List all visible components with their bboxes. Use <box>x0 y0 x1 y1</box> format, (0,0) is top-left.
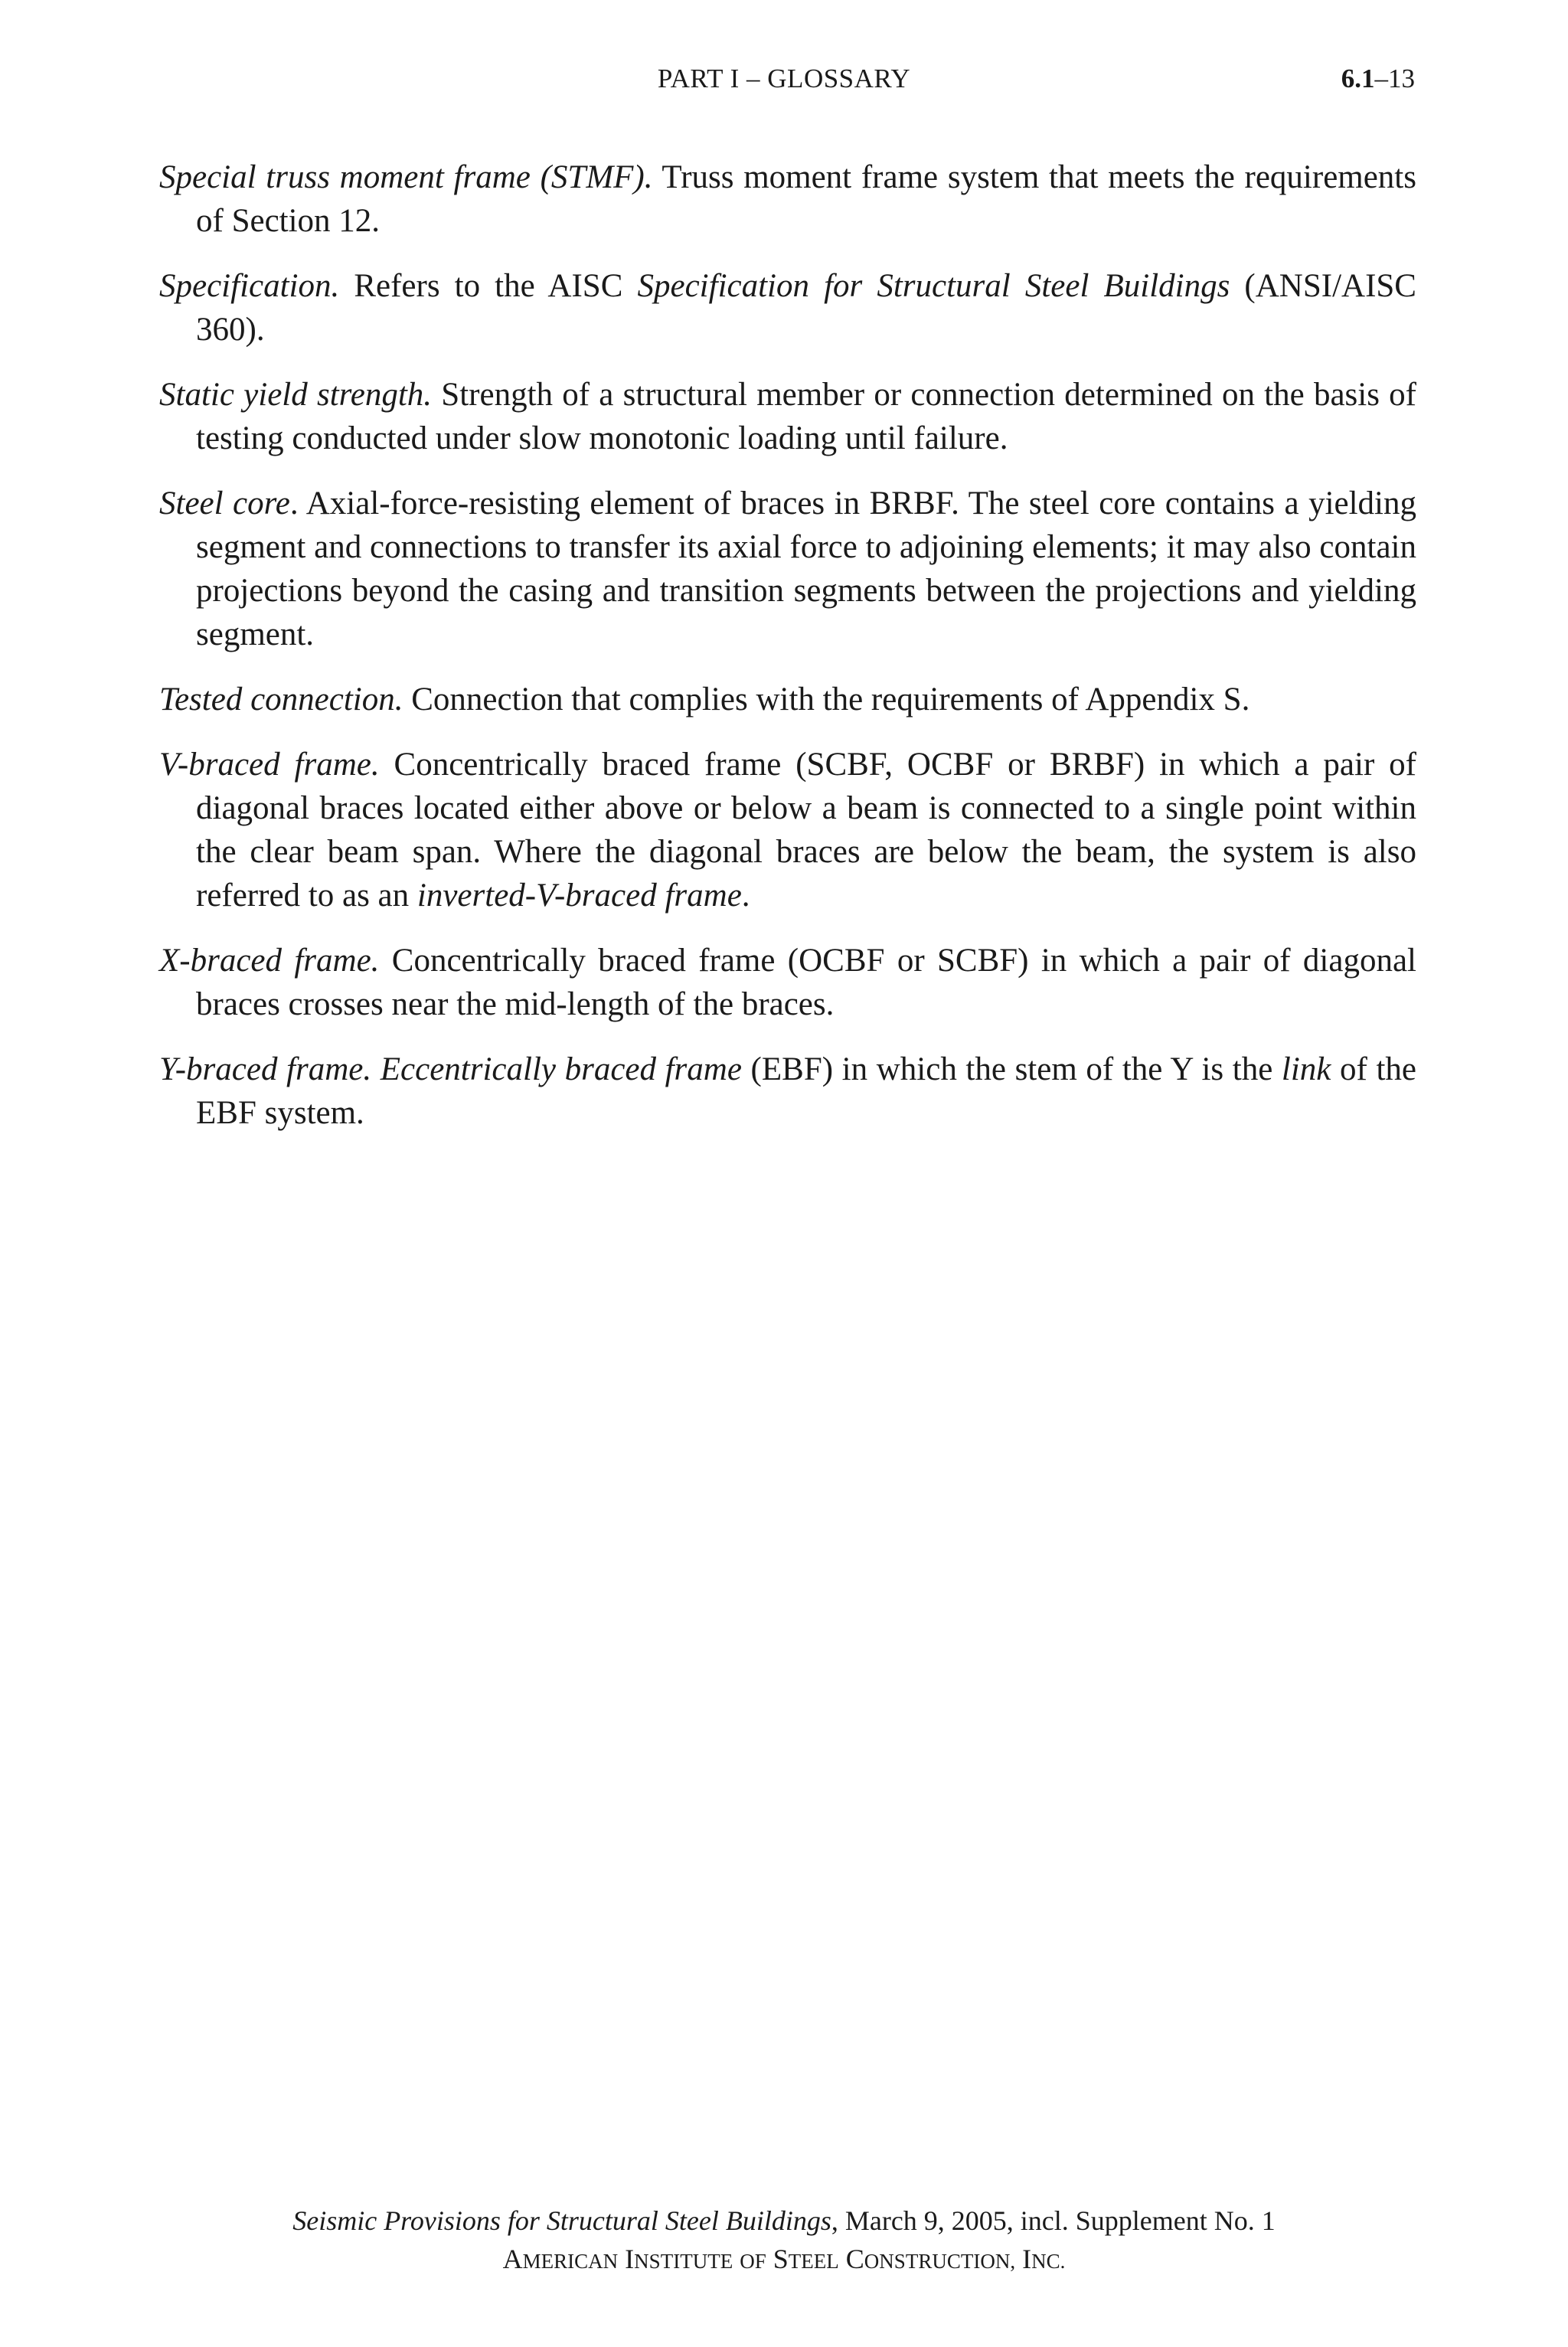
running-head: PART I – GLOSSARY <box>657 64 911 93</box>
footer-citation <box>0 2202 1568 2240</box>
definition-text: of the EBF system. <box>196 1051 1416 1131</box>
glossary-entry <box>159 743 1416 917</box>
footer-book-title: Seismic Provisions for Structural Steel Buildings <box>292 2205 831 2236</box>
glossary-term: Special truss moment frame (STMF). <box>159 159 653 195</box>
page-number-page: –13 <box>1374 64 1415 93</box>
definition-text: Truss moment frame system that meets the requirements of Section 12. <box>196 159 1416 239</box>
glossary-entry <box>159 1048 1416 1135</box>
glossary-term: Static yield strength. <box>159 377 433 413</box>
glossary-term: V-braced frame. <box>159 747 380 783</box>
glossary-entry <box>159 482 1416 656</box>
glossary-entry <box>159 373 1416 460</box>
definition-text: Concentrically braced frame (OCBF or SCBF) in which a pair of diagonal braces crosses near the mid-length of the braces. <box>196 943 1416 1022</box>
definition-text <box>371 1051 381 1087</box>
definition-text: Refers to the AISC <box>339 268 638 304</box>
footer-edition: , March 9, 2005, incl. Supplement No. 1 <box>831 2205 1276 2236</box>
definition-text: (ANSI/AISC 360). <box>196 268 1416 348</box>
page-footer <box>0 2202 1568 2280</box>
footer-publisher: AMERICAN INSTITUTE OF STEEL CONSTRUCTION, INC. <box>502 2244 1066 2274</box>
definition-text: . Axial-force-resisting element of braces in BRBF. The steel core contains a yielding segment and connections to transfer its axial force to adjoining elements; it may also contain projections beyond the casing and transition segments between the projections and yielding segment. <box>196 485 1416 652</box>
glossary-term: Specification. <box>159 268 340 304</box>
glossary-term: Steel core <box>159 485 290 521</box>
definition-emphasis: link <box>1281 1051 1331 1087</box>
definition-text: (EBF) in which the stem of the Y is the <box>741 1051 1282 1087</box>
definition-text: . <box>741 878 750 914</box>
glossary-entry <box>159 678 1416 721</box>
definition-text: Connection that complies with the requirements of Appendix S. <box>403 682 1250 718</box>
glossary-term: Tested connection. <box>159 682 403 718</box>
glossary-entry <box>159 939 1416 1026</box>
definition-emphasis: inverted-V-braced frame <box>416 878 742 914</box>
glossary-term: X-braced frame. <box>159 943 380 979</box>
definition-emphasis: Specification for Structural Steel Buildings <box>637 268 1230 304</box>
definition-text: Strength of a structural member or connection determined on the basis of testing conducted under slow monotonic loading until failure. <box>196 377 1416 456</box>
glossary-entry <box>159 155 1416 243</box>
glossary-entry <box>159 264 1416 351</box>
definition-emphasis: Eccentrically braced frame <box>380 1051 742 1087</box>
page-number <box>1341 60 1415 98</box>
definition-text: Concentrically braced frame (SCBF, OCBF or BRBF) in which a pair of diagonal braces located either above or below a beam is connected to a single point within the clear beam span. Where the diagonal braces are below the beam, the system is also referred to as an <box>196 747 1417 914</box>
glossary-body <box>159 155 1416 1156</box>
glossary-term: Y-braced frame. <box>159 1051 372 1087</box>
page-header <box>0 60 1568 98</box>
page-number-chapter: 6.1 <box>1341 64 1375 93</box>
